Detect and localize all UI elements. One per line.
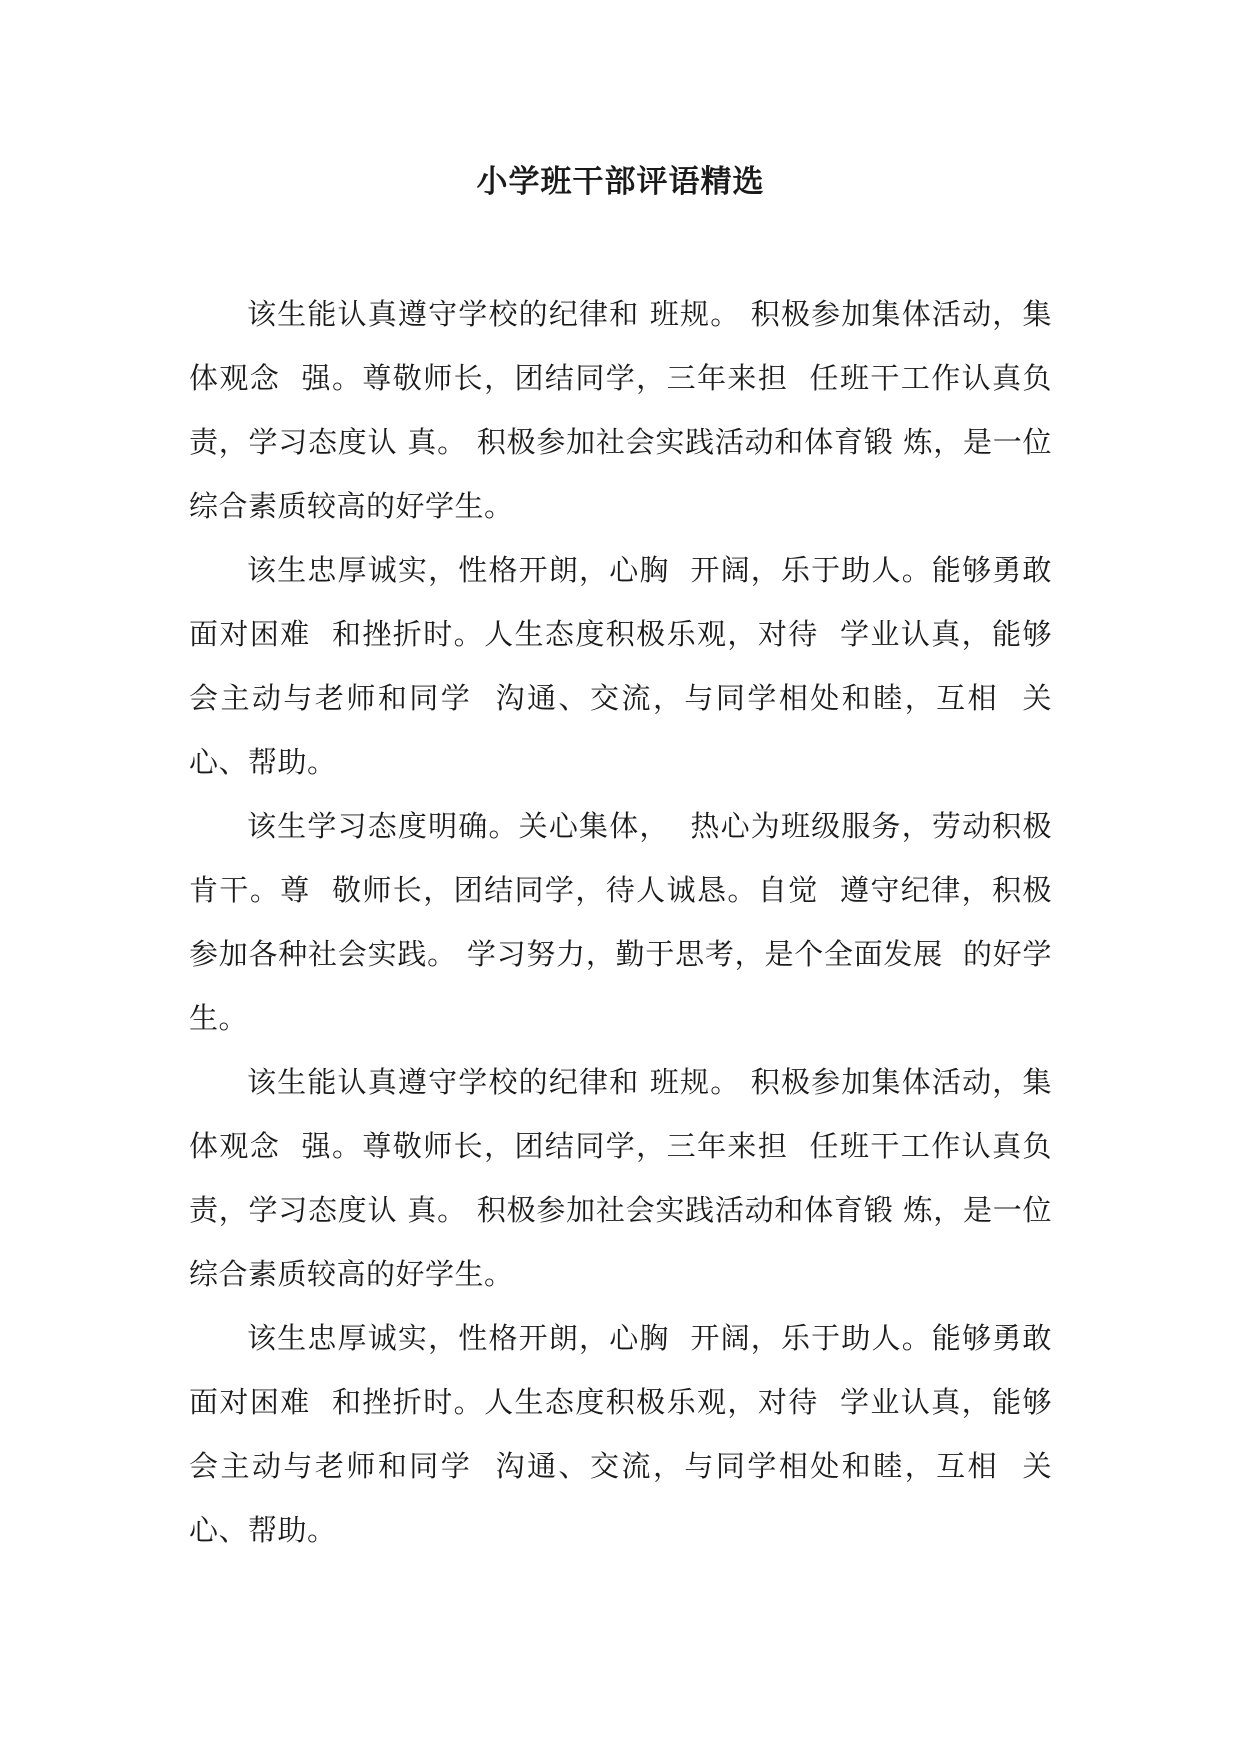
comment-paragraph-4: 该生能认真遵守学校的纪律和 班规。 积极参加集体活动，集体观念 强。尊敬师长，团结同学，三年来担 任班干工作认真负责，学习态度认 真。 积极参加社会实践活动和体育锻 炼，是一位综合素质较高的好学生。 <box>189 1065 1052 1291</box>
comment-paragraph-1: 该生能认真遵守学校的纪律和 班规。 积极参加集体活动，集体观念 强。尊敬师长，团结同学，三年来担 任班干工作认真负责，学习态度认 真。 积极参加社会实践活动和体育锻 炼，是一位综合素质较高的好学生。 <box>189 297 1052 523</box>
document-body <box>189 282 1052 1562</box>
comment-paragraph-2: 该生忠厚诚实，性格开朗，心胸 开阔，乐于助人。能够勇敢面对困难 和挫折时。人生态度积极乐观，对待 学业认真，能够会主动与老师和同学 沟通、交流，与同学相处和睦，互相 关心、帮助。 <box>189 553 1052 779</box>
comment-paragraph-5: 该生忠厚诚实，性格开朗，心胸 开阔，乐于助人。能够勇敢面对困难 和挫折时。人生态度积极乐观，对待 学业认真，能够会主动与老师和同学 沟通、交流，与同学相处和睦，互相 关心、帮助。 <box>189 1321 1052 1547</box>
document-title: 小学班干部评语精选 <box>476 164 765 200</box>
comment-paragraph-3: 该生学习态度明确。关心集体， 热心为班级服务，劳动积极肯干。尊 敬师长，团结同学，待人诚恳。自觉 遵守纪律，积极参加各种社会实践。 学习努力，勤于思考，是个全面发展 的好学生。 <box>189 809 1052 1035</box>
